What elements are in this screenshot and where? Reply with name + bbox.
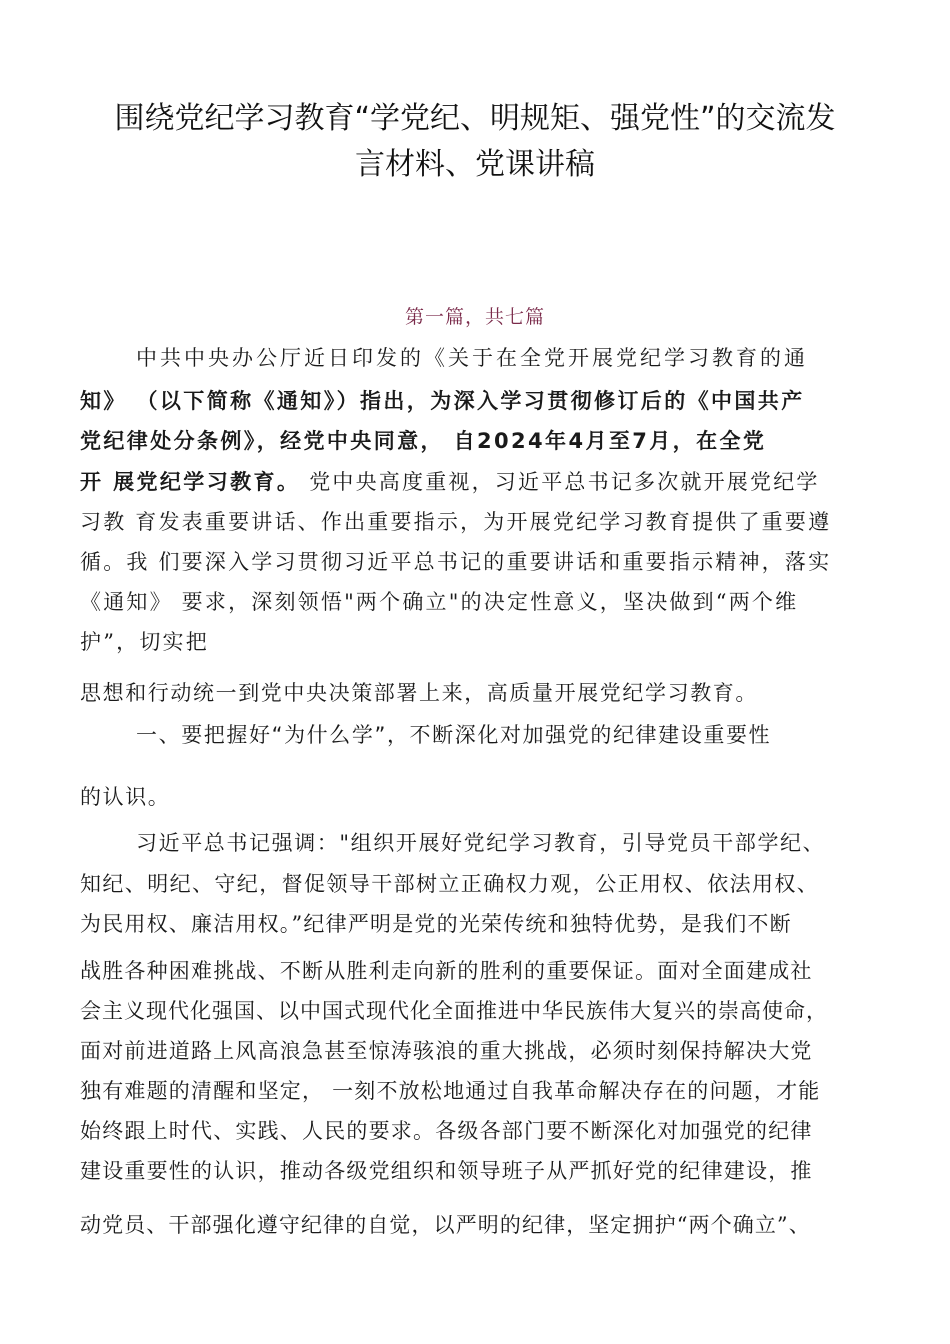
- paragraph-1-line-2: 知》 （以下简称《通知》）指出，为深入学习贯彻修订后的《中国共产: [80, 389, 805, 413]
- paragraph-2-line-2: 知纪、明纪、守纪，督促领导干部树立正确权力观，公正用权、依法用权、: [80, 872, 820, 896]
- paragraph-2-line-9: 建设重要性的认识，推动各级党组织和领导班子从严抓好党的纪律建设，推: [80, 1159, 813, 1183]
- paragraph-1-line-7: 《通知》 要求，深刻领悟"两个确立"的决定性意义，坚决做到“两个维: [80, 590, 799, 614]
- paragraph-2-line-7: 独有难题的清醒和坚定， 一刻不放松地通过自我革命解决存在的问题，才能: [80, 1079, 821, 1103]
- paragraph-1-line-8: 护”，切实把: [80, 630, 209, 654]
- paragraph-2-line-8: 始终跟上时代、实践、人民的要求。各级各部门要不断深化对加强党的纪律: [80, 1119, 813, 1143]
- paragraph-2-line-10: 动党员、干部强化遵守纪律的自觉，以严明的纪律，坚定拥护“两个确立”、: [80, 1213, 811, 1237]
- paragraph-2-line-6: 面对前进道路上风高浪急甚至惊涛骇浪的重大挑战，必须时刻保持解决大党: [80, 1039, 813, 1063]
- section-heading-1: 一、要把握好“为什么学”，不断深化对加强党的纪律建设重要性: [136, 723, 772, 747]
- paragraph-1-line-4: [80, 467, 880, 497]
- paragraph-1-line-6: 循。我 们要深入学习贯彻习近平总书记的重要讲话和重要指示精神，落实: [80, 550, 832, 574]
- paragraph-1-line-4-rest: 党中央高度重视，习近平总书记多次就开展党纪学: [309, 470, 820, 494]
- title-line-2: 言材料、党课讲稿: [355, 147, 595, 182]
- paragraph-1-line-9: 思想和行动统一到党中央决策部署上来，高质量开展党纪学习教育。: [80, 681, 758, 705]
- title-line-1: 围绕党纪学习教育“学党纪、明规矩、强党性”的交流发: [114, 101, 836, 136]
- document-title: [60, 96, 890, 188]
- paragraph-1-line-4-bold: 开 展党纪学习教育。: [80, 470, 301, 494]
- document-subtitle: 第一篇，共七篇: [404, 306, 545, 328]
- paragraph-2-line-1: 习近平总书记强调："组织开展好党纪学习教育，引导党员干部学纪、: [136, 831, 826, 855]
- paragraph-2-line-5: 会主义现代化强国、以中国式现代化全面推进中华民族伟大复兴的崇高使命，: [80, 999, 828, 1023]
- paragraph-2-line-3: 为民用权、廉洁用权。”纪律严明是党的光荣传统和独特优势，是我们不断: [80, 912, 792, 936]
- section-heading-1-continued: 的认识。: [80, 785, 171, 809]
- paragraph-1-line-3: 党纪律处分条例》，经党中央同意， 自2024年4月至7月，在全党: [80, 429, 767, 453]
- paragraph-1-line-5: 习教 育发表重要讲话、作出重要指示，为开展党纪学习教育提供了重要遵: [80, 510, 832, 534]
- paragraph-1-line-1: 中共中央办公厅近日印发的《关于在全党开展党纪学习教育的通: [136, 346, 808, 370]
- paragraph-2-line-4: 战胜各种困难挑战、不断从胜利走向新的胜利的重要保证。面对全面建成社: [80, 959, 813, 983]
